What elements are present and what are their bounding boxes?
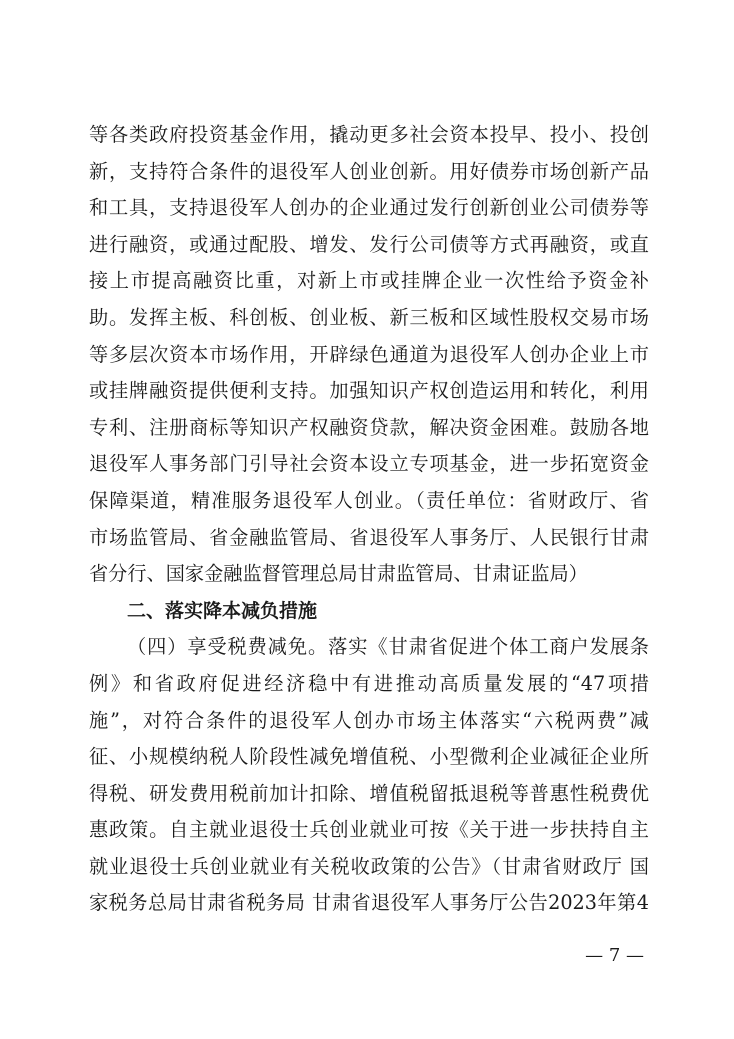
section-heading: 二、落实降本减负措施 (127, 599, 318, 622)
text-line: 省分行、国家金融监督管理总局甘肃监管局、甘肃证监局） (89, 562, 588, 586)
text-line: 征、小规模纳税人阶段性减免增值税、小型微利企业减征企业所 (89, 745, 649, 769)
text-line: 例》和省政府促进经济稳中有进推动高质量发展的“47项措 (89, 671, 649, 695)
text-line: 新，支持符合条件的退役军人创业创新。用好债券市场创新产品 (89, 159, 649, 183)
text-line: 施”，对符合条件的退役军人创办市场主体落实“六税两费”减 (89, 708, 649, 732)
text-line: 市场监管局、省金融监管局、省退役军人事务厅、人民银行甘肃 (89, 525, 649, 549)
text-line: 退役军人事务部门引导社会资本设立专项基金，进一步拓宽资金 (89, 452, 649, 476)
text-line: 就业退役士兵创业就业有关税收政策的公告》（甘肃省财政厅 国 (89, 854, 649, 878)
body-text (89, 117, 649, 922)
text-line: 和工具，支持退役军人创办的企业通过发行创新创业公司债券等 (89, 196, 649, 220)
text-line: 惠政策。自主就业退役士兵创业就业可按《关于进一步扶持自主 (89, 818, 649, 842)
text-line: （四）享受税费减免。落实《甘肃省促进个体工商户发展条 (127, 635, 649, 659)
text-line: 得税、研发费用税前加计扣除、增值税留抵退税等普惠性税费优 (89, 781, 649, 805)
text-line: 家税务总局甘肃省税务局 甘肃省退役军人事务厅公告2023年第4 (89, 891, 649, 915)
text-line: 助。发挥主板、科创板、创业板、新三板和区域性股权交易市场 (89, 305, 649, 329)
text-line: 或挂牌融资提供便利支持。加强知识产权创造运用和转化，利用 (89, 379, 649, 403)
text-line: 保障渠道，精准服务退役军人创业。（责任单位：省财政厅、省 (89, 488, 649, 512)
text-line: 进行融资，或通过配股、增发、发行公司债等方式再融资，或直 (89, 232, 649, 256)
text-line: 等各类政府投资基金作用，撬动更多社会资本投早、投小、投创 (89, 123, 649, 146)
page-number: — 7 — (585, 945, 644, 966)
text-line: 专利、注册商标等知识产权融资贷款，解决资金困难。鼓励各地 (89, 415, 649, 439)
text-line: 等多层次资本市场作用，开辟绿色通道为退役军人创办企业上市 (89, 342, 649, 366)
text-line: 接上市提高融资比重，对新上市或挂牌企业一次性给予资金补 (89, 269, 649, 293)
